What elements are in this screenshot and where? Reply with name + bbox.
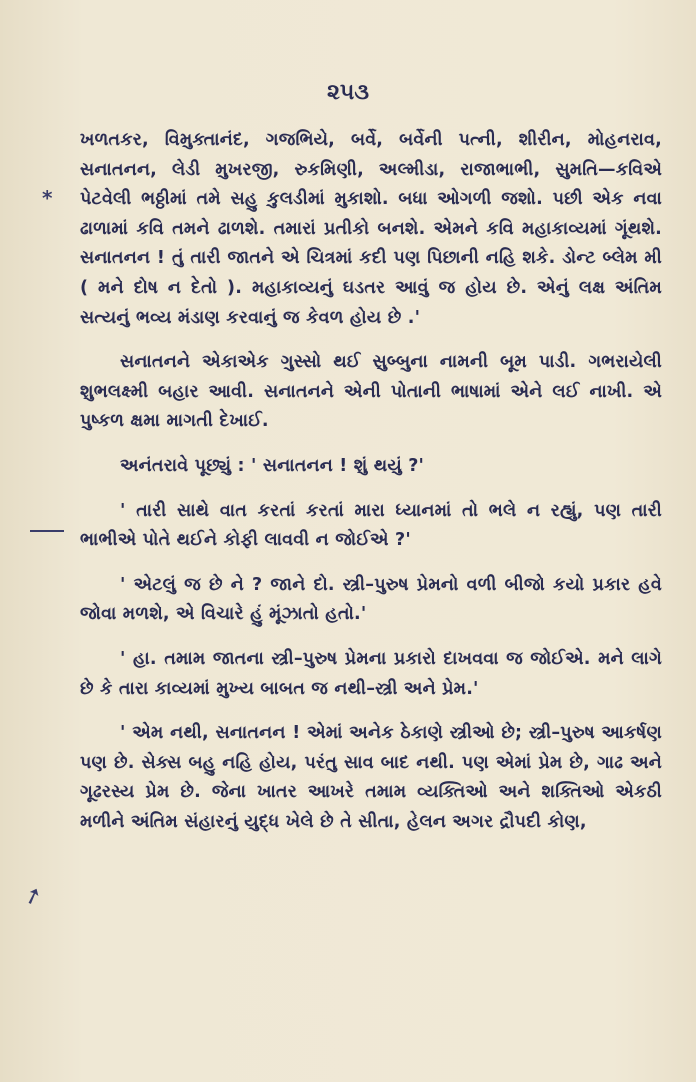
margin-arrow-mark: ➚	[20, 881, 47, 912]
paragraph: સનાતનને એકાએક ગુસ્સો થઈ સુબ્બુના નામની બૂમ પાડી. ગભરાયેલી શુભલક્ષ્મી બહાર આવી. સનાતનને એની પોતાની ભાષામાં એને લઈ નાખી. એ પુષ્કળ ક્ષમા માગતી દેખાઈ.	[80, 352, 662, 432]
paragraph: ' હા. તમામ જાતના સ્ત્રી–પુરુષ પ્રેમના પ્રકારો દાખવવા જ જોઈએ. મને લાગે છે કે તારા કાવ્યમાં મુખ્ય બાબત જ નથી–સ્ત્રી અને પ્રેમ.'	[80, 648, 662, 699]
margin-asterisk-mark: *	[42, 186, 53, 210]
margin-dash-mark	[30, 530, 64, 532]
paragraph: અનંતરાવે પૂછ્યું : ' સનાતનન ! શું થયું ?'	[120, 455, 425, 476]
page-number: ૨૫૩	[326, 80, 370, 105]
paragraph: ' એમ નથી, સનાતનન ! એમાં અનેક ઠેકાણે સ્ત્રીઓ છે; સ્ત્રી–પુરુષ આકર્ષણ પણ છે. સેક્સ બહુ નહિ હોય, પરંતુ સાવ બાદ નથી. પણ એમાં પ્રેમ છે, ગાઢ અને ગૂઢરસ્ય પ્રેમ છે. જેના ખાતર આખરે તમામ વ્યક્તિઓ અને શક્તિઓ એકઠી મળીને અંતિમ સંહારનું યુદ્ધ ખેલે છે તે સીતા, હેલન અગર દ્રૌપદી કોણ,	[80, 723, 662, 832]
paragraph: ' તારી સાથે વાત કરતાં કરતાં મારા ધ્યાનમાં તો ભલે ન રહ્યું, પણ તારી ભાભીએ પોતે થઈને કોફી લાવવી ન જોઈએ ?'	[80, 500, 662, 551]
paragraph: ' એટલું જ છે ને ? જાને દો. સ્ત્રી–પુરુષ પ્રેમનો વળી બીજો કયો પ્રકાર હવે જોવા મળશે, એ વિચારે હું મૂંઝાતો હતો.'	[80, 574, 662, 625]
paragraph: ખળતકર, વિમુક્તાનંદ, ગજભિયે, બર્વે, બર્વેની પત્ની, શીરીન, મોહનરાવ, સનાતનન, લેડી મુખરજી, રુકમિણી, અલ્મીડા, રાજાભાભી, સુમતિ—કવિએ પેટવેલી ભઠ્ઠીમાં તમે સહુ કુલડીમાં મુકાશો. બધા ઓગળી જશો. પછી એક નવા ઢાળામાં કવિ તમને ઢાળશે. તમારાં પ્રતીકો બનશે. એમને કવિ મહાકાવ્યમાં ગૂંથશે. સનાતનન ! તું તારી જાતને એ ચિત્રમાં કદી પણ પિછાની નહિ શકે. ડોન્ટ બ્લેમ મી ( મને દોષ ન દેતો ). મહાકાવ્યનું ઘડતર આવું જ હોય છે. એનું લક્ષ અંતિમ સત્યનું ભવ્ય મંડાણ કરવાનું જ કેવળ હોય છે .'	[80, 130, 662, 328]
body-text	[80, 126, 662, 837]
